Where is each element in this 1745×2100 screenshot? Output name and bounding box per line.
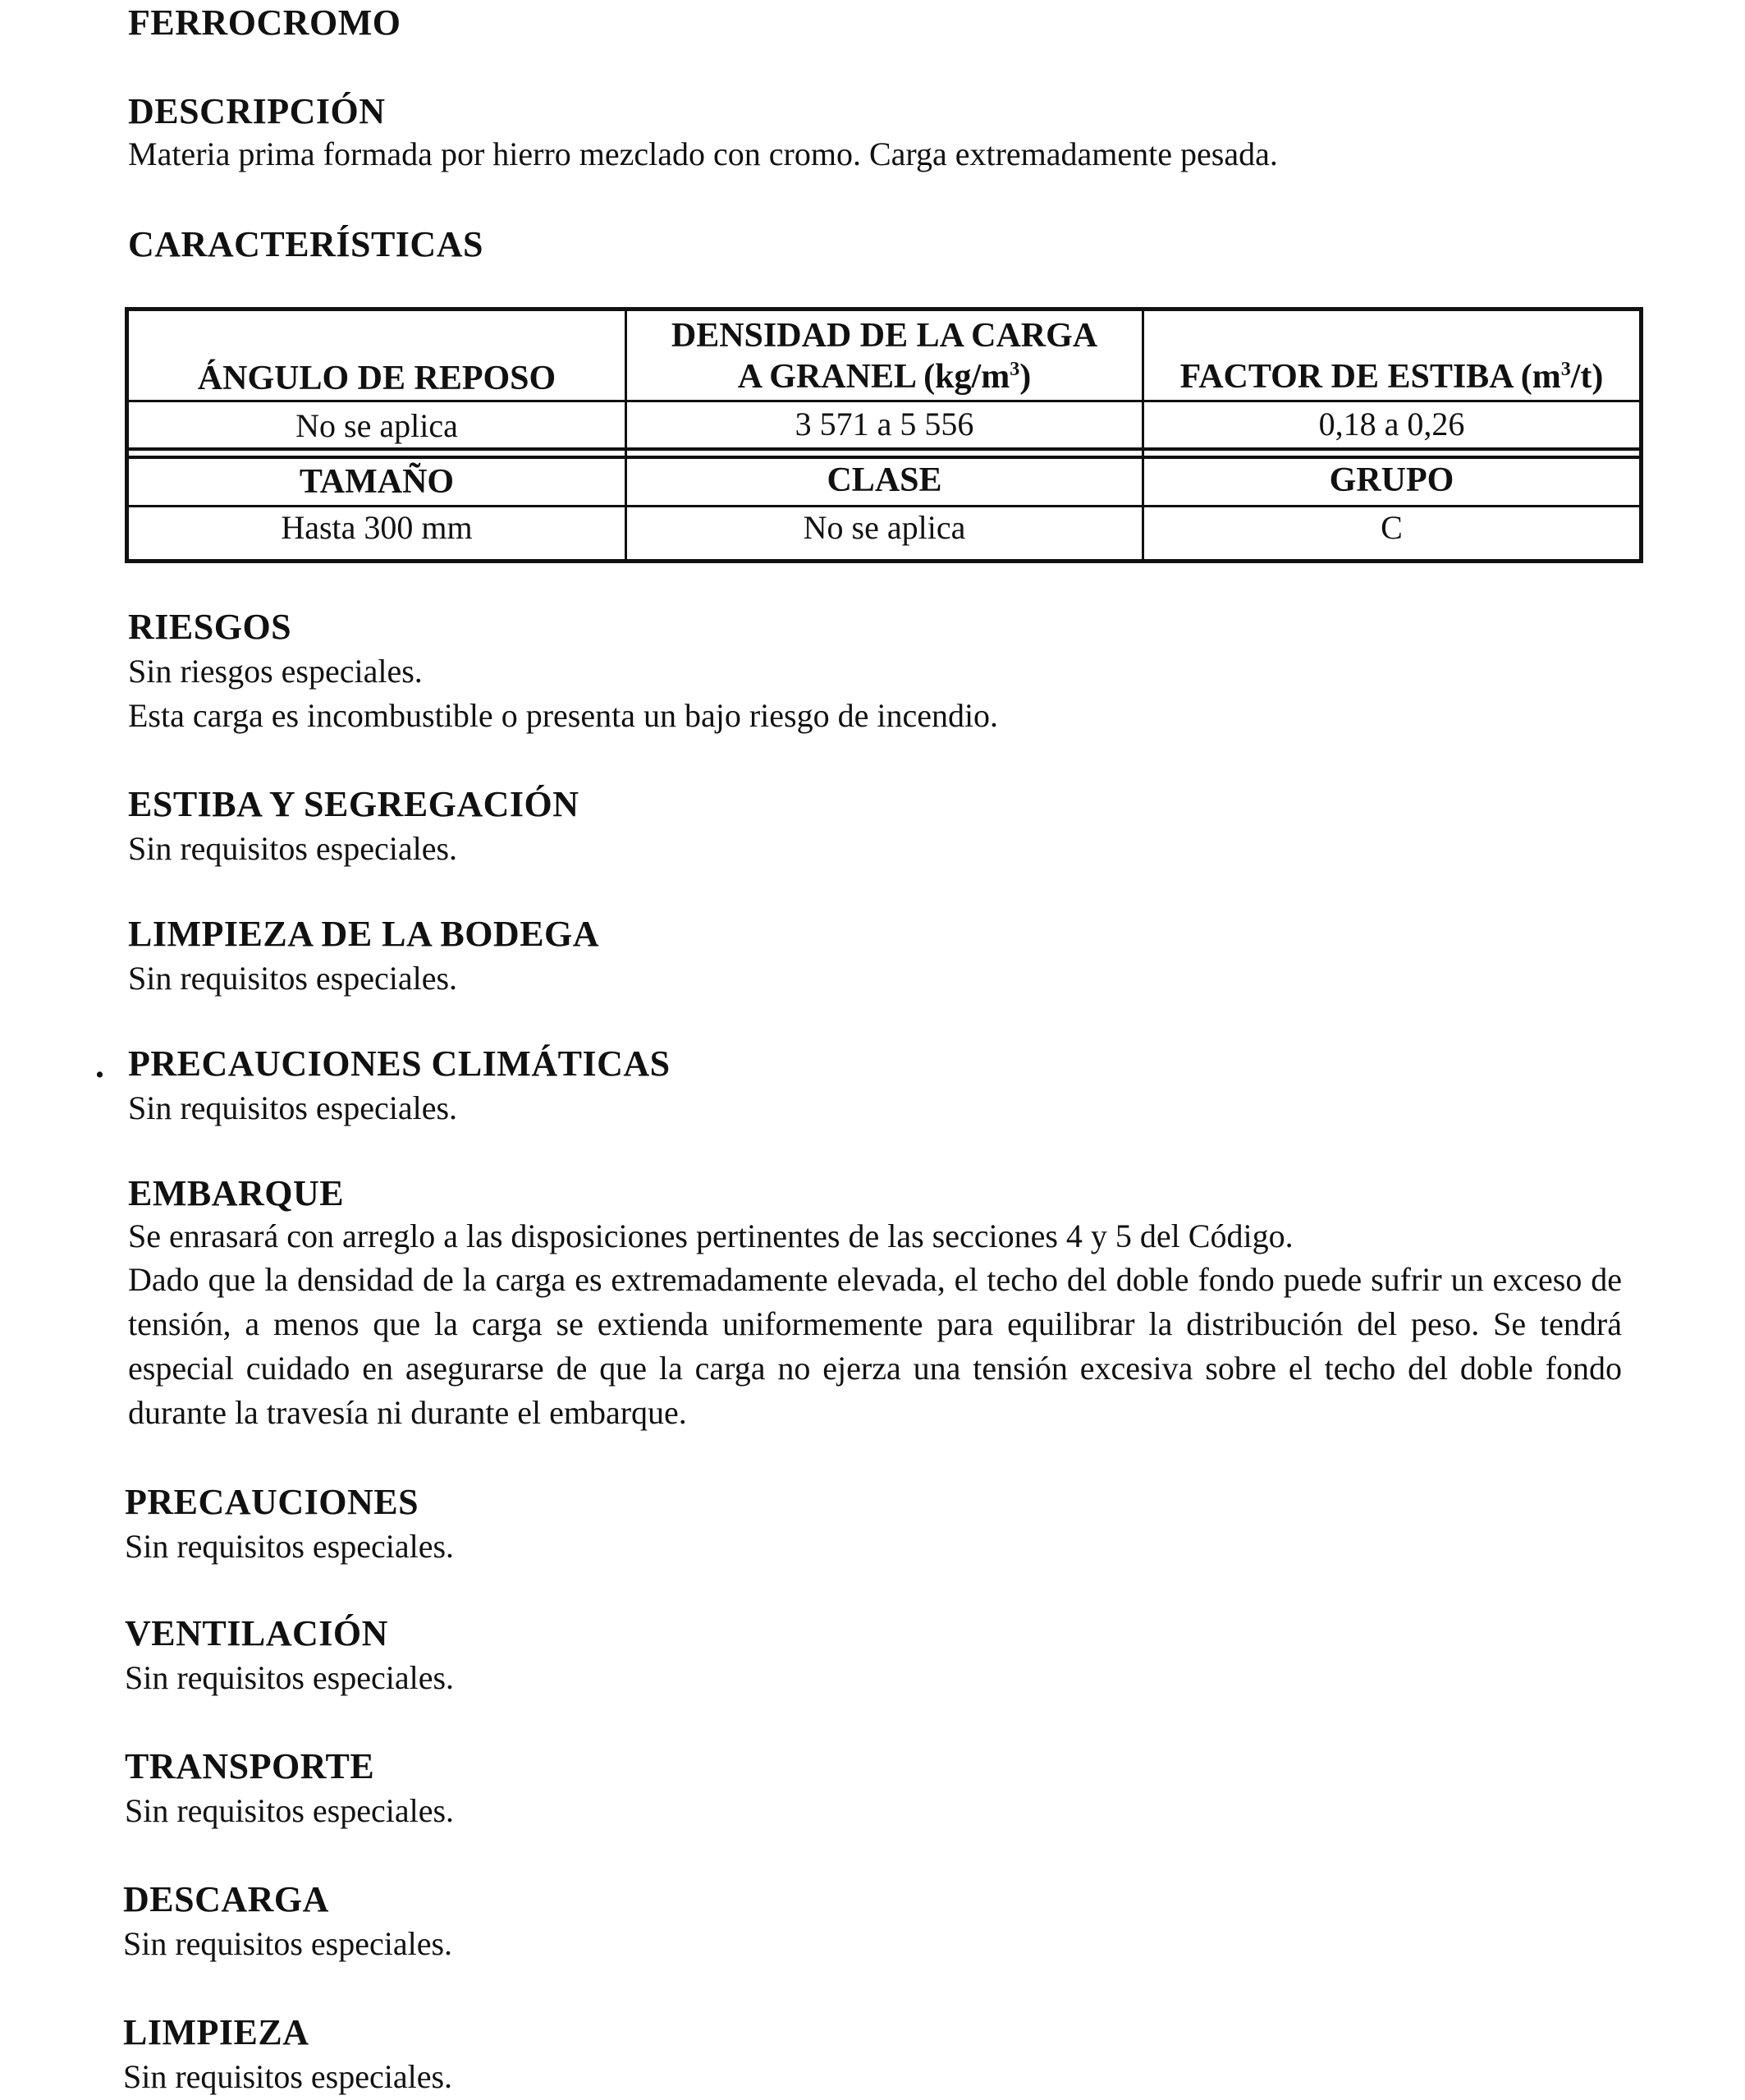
- table-divider: [129, 400, 1639, 402]
- table-divider: [129, 456, 1639, 459]
- value-grupo: C: [1381, 509, 1403, 546]
- precauciones-climaticas-heading: PRECAUCIONES CLIMÁTICAS: [128, 1043, 671, 1084]
- value-angulo-de-reposo: No se aplica: [295, 407, 458, 444]
- ventilacion-text: Sin requisitos especiales.: [125, 1659, 455, 1696]
- document-title: FERROCROMO: [128, 2, 401, 43]
- descarga-text: Sin requisitos especiales.: [123, 1925, 453, 1962]
- bullet-dot: .: [95, 1045, 104, 1085]
- limpieza-bodega-text: Sin requisitos especiales.: [128, 960, 458, 997]
- riesgos-heading: RIESGOS: [128, 607, 292, 647]
- limpieza-text: Sin requisitos especiales.: [123, 2058, 453, 2095]
- table-divider: [129, 447, 1639, 451]
- precauciones-climaticas-text: Sin requisitos especiales.: [128, 1089, 458, 1126]
- header-clase: CLASE: [827, 461, 942, 499]
- descripcion-text: Materia prima formada por hierro mezclado con cromo. Carga extremadamente pesada.: [128, 135, 1278, 172]
- header-densidad-line1: DENSIDAD DE LA CARGA: [671, 317, 1098, 355]
- ventilacion-heading: VENTILACIÓN: [125, 1613, 388, 1653]
- value-clase: No se aplica: [803, 509, 966, 546]
- embarque-line1: Se enrasará con arreglo a las disposiciones pertinentes de las secciones 4 y 5 del Código.: [128, 1217, 1294, 1254]
- transporte-text: Sin requisitos especiales.: [125, 1792, 455, 1829]
- header-angulo-de-reposo: ÁNGULO DE REPOSO: [197, 360, 556, 397]
- header-factor-de-estiba: FACTOR DE ESTIBA $(m^3/t)$: [1179, 358, 1604, 396]
- estiba-text: Sin requisitos especiales.: [128, 830, 458, 867]
- value-factor-de-estiba: 0,18 a 0,26: [1318, 406, 1465, 442]
- embarque-paragraph: Dado que la densidad de la carga es extremadamente elevada, el techo del doble fondo puede sufrir un exceso de tensión, a menos que la carga se extienda uniformemente para equilibrar la distribución del peso. Se tendrá especial cuidado en asegurarse de que la carga no ejerza una tensión excesiva sobre el techo del doble fondo durante la travesía ni durante el embarque.: [128, 1261, 1622, 1431]
- table-divider: [129, 505, 1639, 507]
- header-densidad-line2: A GRANEL $(kg/m^3)$: [737, 358, 1032, 396]
- embarque-heading: EMBARQUE: [128, 1173, 345, 1213]
- descarga-heading: DESCARGA: [123, 1879, 329, 1919]
- value-densidad: 3 571 a 5 556: [795, 406, 974, 442]
- riesgos-line1: Sin riesgos especiales.: [128, 653, 423, 690]
- header-grupo: GRUPO: [1329, 461, 1454, 499]
- characteristics-table: [125, 307, 1643, 563]
- riesgos-line2: Esta carga es incombustible o presenta un bajo riesgo de incendio.: [128, 697, 999, 734]
- estiba-heading: ESTIBA Y SEGREGACIÓN: [128, 784, 579, 824]
- descripcion-heading: DESCRIPCIÓN: [128, 91, 386, 131]
- precauciones-text: Sin requisitos especiales.: [125, 1528, 455, 1565]
- transporte-heading: TRANSPORTE: [125, 1746, 375, 1786]
- caracteristicas-heading: CARACTERÍSTICAS: [128, 224, 483, 264]
- precauciones-heading: PRECAUCIONES: [125, 1482, 419, 1522]
- limpieza-bodega-heading: LIMPIEZA DE LA BODEGA: [128, 914, 600, 954]
- header-tamano: TAMAÑO: [299, 463, 455, 501]
- limpieza-heading: LIMPIEZA: [123, 2012, 309, 2052]
- value-tamano: Hasta 300 mm: [281, 509, 473, 546]
